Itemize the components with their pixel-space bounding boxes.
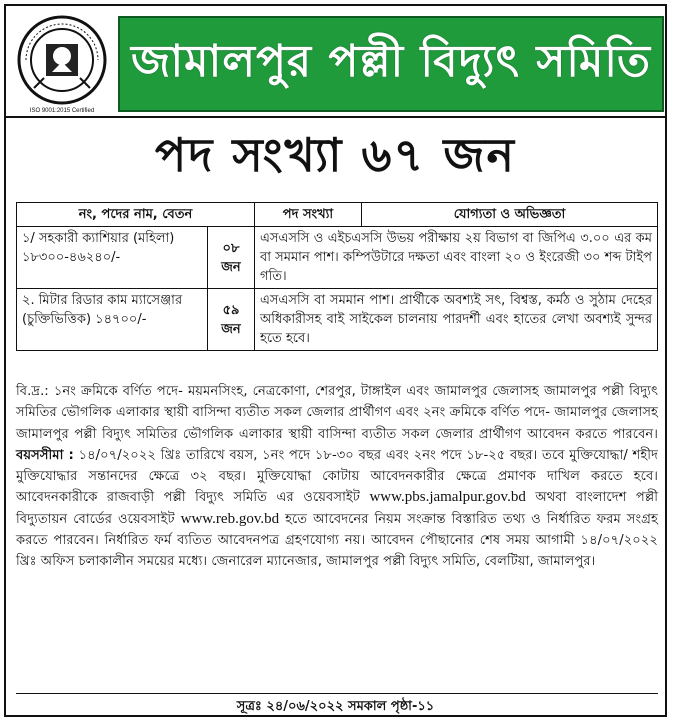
notice-paragraph — [16, 381, 658, 573]
count-cell: ৫৯ জন — [208, 289, 255, 351]
source-line: সূত্রঃ ২৪/০৬/২০২২ সমকাল পৃষ্ঠা-১১ — [236, 699, 435, 714]
notice-part-3: অথবা বাংলাদেশ পল্লী বিদ্যুতায়ন বোর্ডের ওয়েবসাইট — [16, 490, 659, 527]
age-limit-label: বয়সসীমা : — [16, 447, 74, 463]
table-row — [17, 289, 658, 351]
post-cell: ১/ সহকারী ক্যাশিয়ার (মহিলা) ১৮৩০০-৪৬২৪০/- — [17, 227, 208, 289]
count-cell: ০৮ জন — [208, 227, 255, 289]
org-title: জামালপুর পল্লী বিদ্যুৎ সমিতি — [130, 35, 652, 87]
post-cell: ২. মিটার রিডার কাম ম্যাসেঞ্জার (চুক্তিভিত্তিক) ১৪৭০০/- — [17, 289, 208, 351]
requirement-cell: এসএসসি ও এইচএসসি উভয় পরীক্ষায় ২য় বিভাগ বা জিপিএ ৩.০০ এর কম বা সমমান পাশ। কম্পিউটারে দক্ষতা এবং বাংলা ২০ ও ইংরেজী ৩০ শব্দ টাইপ গতি। — [255, 227, 658, 289]
logo-caption: ISO 9001:2015 Certified — [29, 108, 95, 114]
table-row — [17, 227, 658, 289]
header — [6, 6, 665, 118]
pbs-website-link[interactable]: www.pbs.jamalpur.gov.bd — [369, 489, 526, 506]
notice-part-4: হতে আবেদনের নিয়ম সংক্রান্ত বিস্তারিত তথ্য ও নির্ধারিত ফরম সংগ্রহ করতে পারবেন। নির্ধারিত ফর্ম ব্যতিত আবেদনপত্র গ্রহণযোগ্য নয়। আবেদন পৌছানোর শেষ সময় আগামী ১৪/০৭/২০২২ খ্রিঃ অফিস চলাকালীন সময়ের মধ্যে। জেনারেল ম্যানেজার, জামালপুর পল্লী বিদ্যুৎ সমিতি, বেলটিয়া, জামালপুর। — [16, 511, 658, 570]
pbs-seal-icon — [16, 14, 108, 116]
headline: পদ সংখ্যা ৬৭ জন — [155, 128, 516, 182]
source-divider — [16, 693, 658, 694]
col-header-post: নং, পদের নাম, বেতন — [17, 203, 255, 227]
reb-website-link[interactable]: www.reb.gov.bd — [180, 510, 280, 527]
col-header-requirement: যোগ্যতা ও অভিজ্ঞতা — [362, 203, 658, 227]
notice-part-1: বি.দ্র.: ১নং ক্রমিকে বর্ণিত পদে- ময়মনসিংহ, নেত্রকোণা, শেরপুর, টাঙ্গাইল এবং জামালপুর জেলাসহ জামালপুর পল্লী বিদ্যুৎ সমিতির ভৌগলিক এলাকার স্থায়ী বাসিন্দা ব্যতীত সকল জেলার প্রার্থীগণ এবং ২নং ক্রমিকে বর্ণিত পদে- জামালপুর জেলাসহ জামালপুর পল্লী বিদ্যুৎ সমিতির ভৌগলিক এলাকার স্থায়ী বাসিন্দা ব্যতীত সকল জেলার প্রার্থীগণ আবেদন করতে পারবেন। — [16, 384, 658, 442]
table-header-row — [17, 203, 658, 227]
org-title-banner — [118, 16, 664, 112]
requirement-cell: এসএসসি বা সমমান পাশ। প্রার্থীকে অবশ্যই সৎ, বিশ্বস্ত, কর্মঠ ও সুঠাম দেহের অধিকারীসহ বাই সাইকেল চালনায় পারদর্শী এবং হাতের লেখা অবশ্যই সুন্দর হতে হবে। — [255, 289, 658, 351]
notice-part-2: ১৪/০৭/২০২২ খ্রিঃ তারিখে বয়স, ১নং পদে ১৮-৩০ বছর এবং ২নং পদে ১৮-২৫ বছর। তবে মুক্তিযোদ্ধা/ শহীদ মুক্তিযোদ্ধার সন্তানদের ক্ষেত্রে ৩২ বছর। মুক্তিযোদ্ধা কোটায় আবেদনকারীর ক্ষেত্রে প্রমাণক দাখিল করতে হবে। আবেদনকারীকে রাজবাড়ী পল্লী বিদ্যুৎ সমিতি এর ওয়েবসাইট — [16, 447, 658, 506]
col-header-count: পদ সংখ্যা — [255, 203, 362, 227]
posts-table — [16, 202, 658, 351]
